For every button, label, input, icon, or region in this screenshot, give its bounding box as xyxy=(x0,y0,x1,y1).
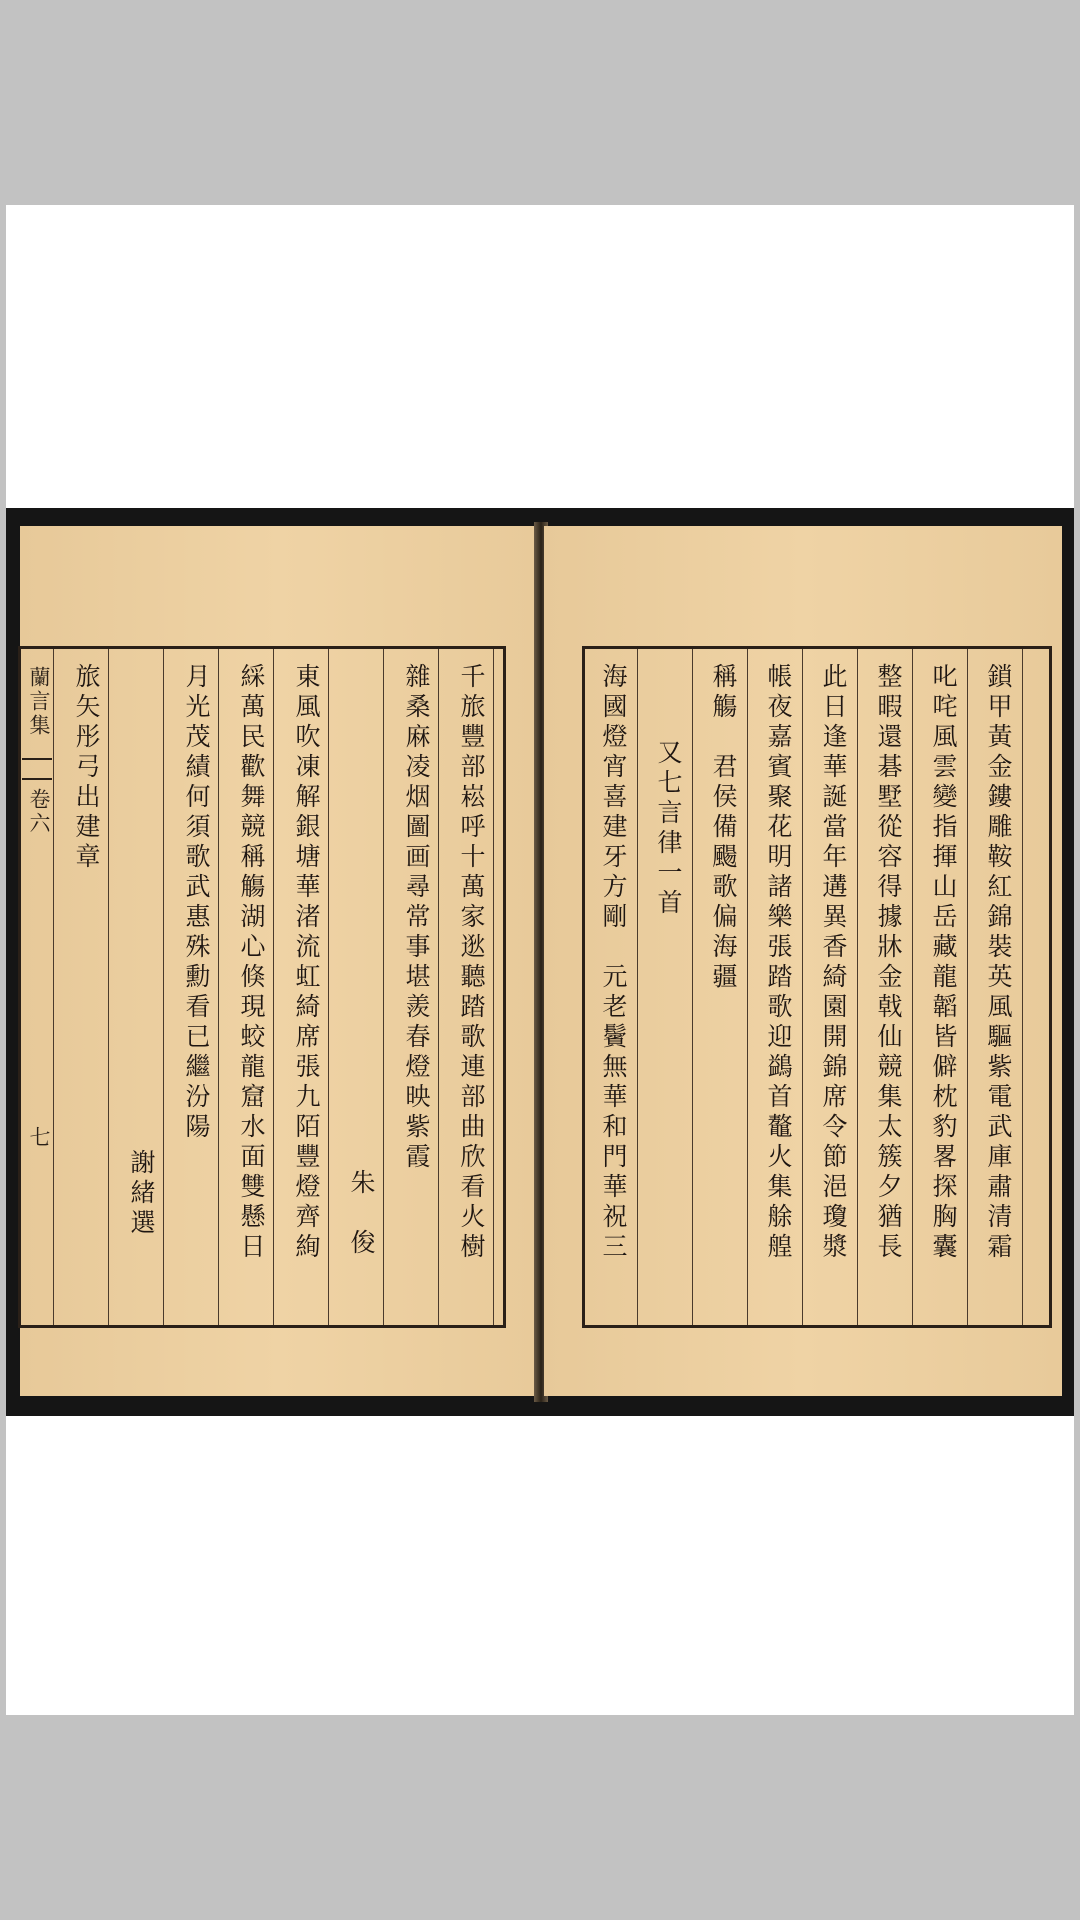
author-name: 謝緒選 xyxy=(127,1149,156,1239)
text-column: 東風吹凍解銀塘華渚流虹綺席張九陌豐燈齊絢 xyxy=(292,663,321,1263)
text-column: 帳夜嘉賓聚花明諸樂張踏歌迎鷁首鼇火集艅艎 xyxy=(764,663,793,1263)
text-column: 旅矢彤弓出建章 xyxy=(72,663,101,873)
text-column: 雜桑麻凌烟圖画尋常事堪羨春燈映紫霞 xyxy=(402,663,431,1173)
right-text-frame xyxy=(582,646,1052,1328)
text-column: 此日逢華誕當年遘異香綺園開錦席令節浥瓊漿 xyxy=(819,663,848,1263)
text-column: 叱咤風雲變指揮山岳藏龍韜皆僻枕豹畧探胸囊 xyxy=(929,663,958,1263)
text-column: 稱觴 君侯備颺歌偏海疆 xyxy=(709,663,738,993)
left-text-frame xyxy=(18,646,506,1328)
text-column: 海國燈宵喜建牙方剛 元老鬢無華和門華祝三 xyxy=(599,663,628,1263)
document-viewer xyxy=(6,205,1074,1715)
margin-title: 蘭言集 xyxy=(27,666,51,738)
text-column: 鎖甲黃金鏤雕鞍紅錦裝英風驅紫電武庫肅清霜 xyxy=(984,663,1013,1263)
text-column: 綵萬民歡舞競稱觴湖心倏現蛟龍窟水面雙懸日 xyxy=(237,663,266,1263)
author-name: 朱 俊 xyxy=(347,1169,376,1259)
section-heading: 又七言律一首 xyxy=(654,739,683,919)
book-scan xyxy=(6,508,1074,1416)
text-column: 月光茂績何須歌武惠殊勳看已繼汾陽 xyxy=(182,663,211,1143)
margin-page-number: 七 xyxy=(27,1126,51,1150)
left-page xyxy=(20,526,539,1396)
margin-volume: 卷六 xyxy=(27,788,51,836)
text-column: 千旅豐部崧呼十萬家逖聽踏歌連部曲欣看火樹 xyxy=(457,663,486,1263)
right-page xyxy=(544,526,1062,1396)
text-column: 整暇還碁墅從容得據牀金戟仙競集太簇夕猶長 xyxy=(874,663,903,1263)
